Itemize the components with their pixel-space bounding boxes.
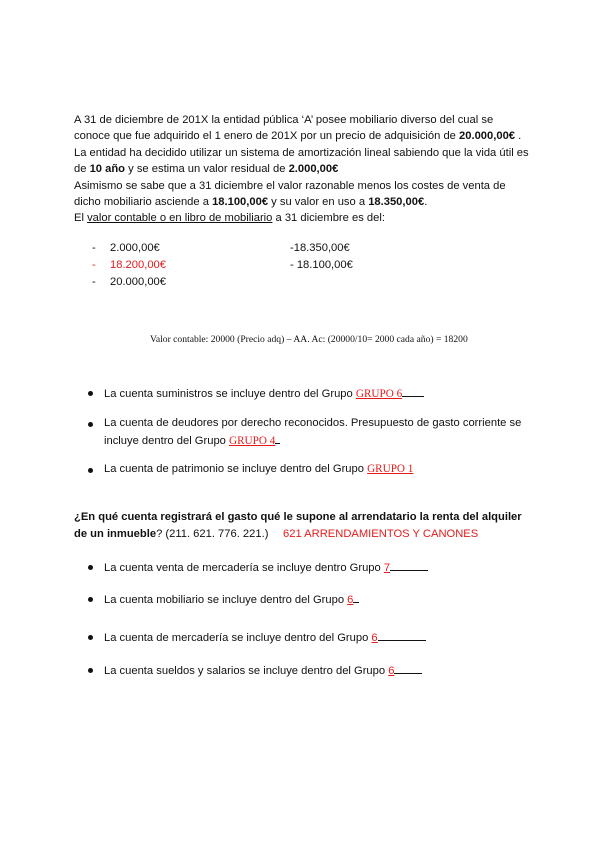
bullet-icon	[88, 391, 93, 396]
bullet-icon	[88, 468, 93, 473]
answer-blank	[353, 592, 359, 603]
intro-line-1: A 31 de diciembre de 201X la entidad pública ‘A’ posee mobiliario diverso del cual se	[74, 114, 494, 126]
option-e: - 18.100,00€	[290, 259, 353, 271]
intro-line-5: Asimismo se sabe que a 31 diciembre el valor razonable menos los costes de venta de	[74, 180, 506, 192]
option-dash: -	[92, 242, 96, 254]
answer-7: 6	[388, 665, 395, 677]
question-1: La cuenta suministros se incluye dentro del Grupo GRUPO 6	[104, 386, 424, 400]
bullet-icon	[88, 668, 93, 673]
rent-question-line-1: ¿En qué cuenta registrará el gasto qué le supone al arrendatario la renta del alquiler	[74, 511, 522, 523]
bullet-icon	[88, 635, 93, 640]
option-a: 2.000,00€	[110, 242, 160, 254]
answer-2: GRUPO 4	[229, 435, 276, 447]
answer-3: GRUPO 1	[367, 463, 414, 475]
rent-question-line-2: de un inmueble? (211. 621. 776. 221.)	[74, 528, 269, 540]
option-c: 20.000,00€	[110, 276, 166, 288]
value-in-use: 18.350,00€	[368, 196, 425, 208]
intro-line-4: de 10 año y se estima un valor residual de 2.000,00€	[74, 163, 339, 175]
answer-blank	[378, 630, 426, 641]
bullet-icon	[88, 422, 93, 427]
intro-line-6: dicho mobiliario asciende a 18.100,00€ y su valor en uso a 18.350,00€.	[74, 196, 428, 208]
rent-question-answer: 621 ARRENDAMIENTOS Y CANONES	[283, 528, 479, 540]
option-dash: -	[92, 259, 96, 271]
intro-line-3: La entidad ha decidido utilizar un sistema de amortización lineal sabiendo que la vida útil es	[74, 147, 529, 159]
answer-5: 6	[347, 594, 354, 606]
option-b-correct: 18.200,00€	[110, 259, 166, 271]
calculation-note: Valor contable: 20000 (Precio adq) – AA. Ac: (20000/10= 2000 cada año) = 18200	[150, 334, 468, 345]
answer-blank	[390, 560, 428, 571]
answer-4: 7	[383, 562, 391, 574]
answer-1: GRUPO 6	[355, 388, 403, 400]
question-7: La cuenta sueldos y salarios se incluye dentro del Grupo 6	[104, 663, 422, 677]
option-dash: -	[92, 276, 96, 288]
bullet-icon	[88, 565, 93, 570]
answer-blank	[402, 386, 424, 397]
question-6: La cuenta de mercadería se incluye dentro del Grupo 6	[104, 630, 426, 644]
purchase-price: 20.000,00€	[459, 130, 516, 142]
carrying-value-term: valor contable o en libro de mobiliario	[87, 212, 273, 224]
question-5: La cuenta mobiliario se incluye dentro del Grupo 6	[104, 592, 359, 606]
question-3: La cuenta de patrimonio se incluye dentro del Grupo GRUPO 1	[104, 463, 414, 475]
question-4: La cuenta venta de mercadería se incluye dentro Grupo 7	[104, 560, 428, 574]
fair-value: 18.100,00€	[212, 196, 269, 208]
question-2-line-1: La cuenta de deudores por derecho reconocidos. Presupuesto de gasto corriente se	[104, 417, 522, 429]
question-2-line-2: incluye dentro del Grupo GRUPO 4	[104, 433, 280, 447]
bullet-icon	[88, 597, 93, 602]
residual-value: 2.000,00€	[288, 163, 339, 175]
intro-line-7: El valor contable o en libro de mobiliario a 31 diciembre es del:	[74, 212, 385, 224]
answer-blank	[394, 663, 422, 674]
intro-line-2: conoce que fue adquirido el 1 enero de 201X por un precio de adquisición de 20.000,00€ .	[74, 130, 522, 142]
option-d: -18.350,00€	[290, 242, 350, 254]
useful-life: 10 año	[89, 163, 126, 175]
answer-blank	[275, 433, 280, 444]
answer-6: 6	[371, 632, 378, 644]
